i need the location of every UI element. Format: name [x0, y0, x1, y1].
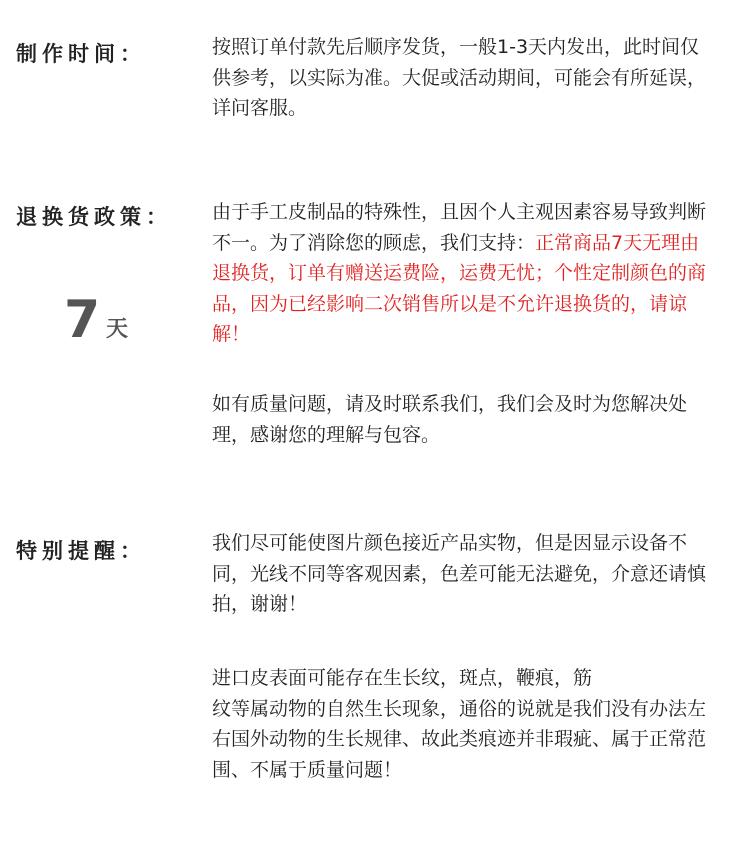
leather-texture-line2: 纹等属动物的自然生长现象，通俗的说就是我们没有办法左右国外动物的生长规律、故此类痕迹并非瑕疵、属于正常范围、不属于质量问题！ [212, 697, 707, 781]
quality-issue-text: 如有质量问题，请及时联系我们，我们会及时为您解决处理，感谢您的理解与包容。 [212, 393, 688, 446]
leather-texture-text [212, 663, 717, 785]
color-difference-text: 我们尽可能使图片颜色接近产品实物，但是因显示设备不同，光线不同等客观因素，色差可能无法避免，介意还请慎拍，谢谢！ [212, 532, 707, 615]
return-policy-text [212, 197, 717, 350]
return-policy-intro: 由于手工皮制品的特殊性，且因个人主观因素容易导致判断不一。为了消除您的顾虑，我们支持： [212, 201, 707, 254]
seven-days-unit: 天 [106, 317, 129, 342]
production-time-label: 制作时间： [16, 42, 146, 66]
production-time-text: 按照订单付款先后顺序发货，一般1-3天内发出，此时间仅供参考，以实际为准。大促或活动期间，可能会有所延误，详问客服。 [212, 36, 707, 119]
return-policy-label: 退换货政策： [16, 205, 172, 229]
special-reminder-label: 特别提醒： [16, 539, 146, 563]
return-policy-highlight: 正常商品7天无理由退换货，订单有赠送运费险，运费无忧；个性定制颜色的商品，因为已经影响二次销售所以是不允许退换货的，请谅解！ [212, 231, 707, 345]
seven-days-number: 7 [64, 290, 101, 350]
leather-texture-line1: 进口皮表面可能存在生长纹，斑点，鞭痕，筋 [212, 667, 593, 689]
